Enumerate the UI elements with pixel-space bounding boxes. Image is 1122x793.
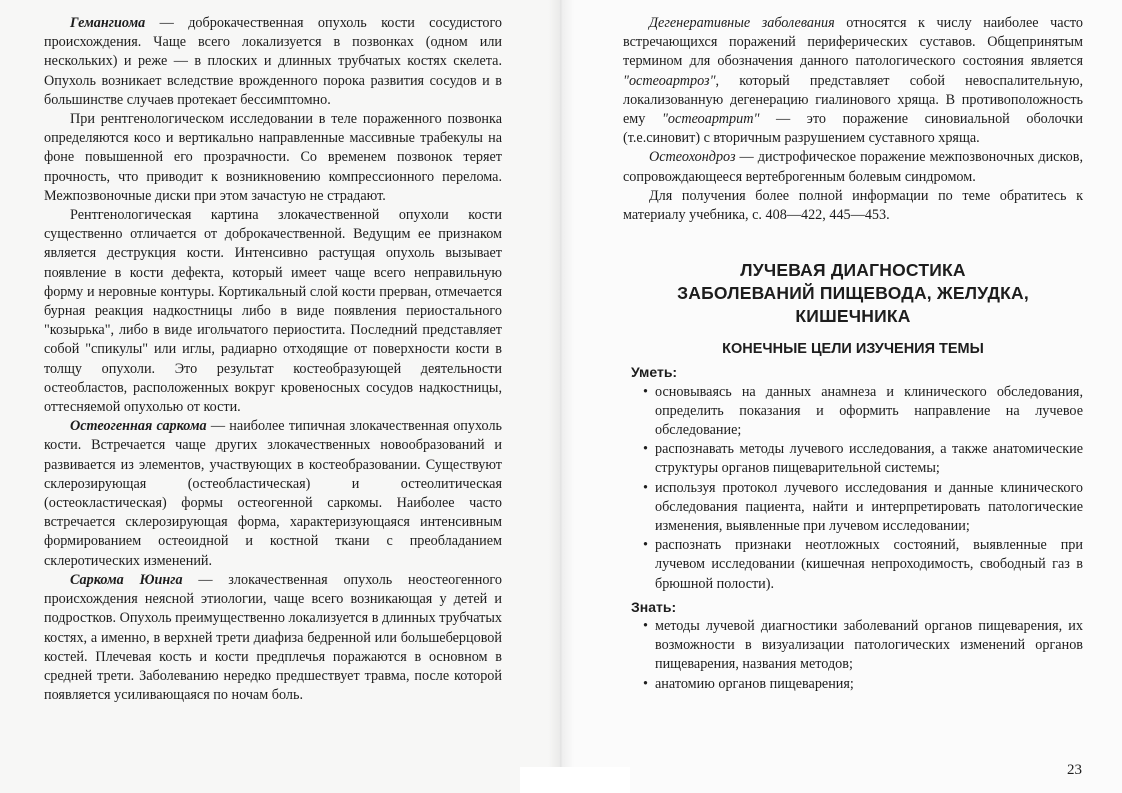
paragraph-text: — злокачественная опухоль неостеогенного происхождения неясной этиологии, чаще всего возникающая у детей и подростков. Опухоль преимущественно локализуется в длинных трубчатых костях, а именно, в верхней трети диафиза бедренной или большеберцовой костей. Плечевая кость и кости предплечья поражаются в основном в средней трети. Заболеванию нередко предшествует травма, после которой появляется усиливающаяся по ночам боль. [44, 571, 502, 704]
term-hemangioma: Гемангиома [70, 15, 146, 31]
label-umet: Уметь: [631, 364, 678, 381]
paragraph-ewing-sarcoma [44, 571, 502, 705]
paragraph-hemangioma [44, 14, 502, 110]
list-item: • используя протокол лучевого исследования и данные клинического обследования пациента, найти и интерпретировать патологические изменения, выявленные при лучевом исследовании; [645, 479, 1083, 537]
scan-edge [520, 767, 630, 793]
paragraph-textbook-reference: Для получения более полной информации по теме обратитесь к материалу учебника, с. 408—422, 445—453. [623, 187, 1083, 224]
paragraph-malignant-tumor: Рентгенологическая картина злокачественной опухоли кости существенно отличается от доброкачественной. Ведущим ее признаком является деструкция кости. Интенсивно растущая опухоль вызывает появление в кости дефекта, который имеет чаще всего неправильную форму и неровные контуры. Кортикальный слой кости прерван, отмечается бурная реакция надкостницы либо в виде появления периостального "козырька", либо в виде игольчатого периостита. Последний представляет собой "спикулы" или иглы, радиарно отходящие от поверхности кости в толщу опухоли. Это результат костеобразующей деятельности остеобластов, расположенных вокруг кровеносных сосудов надкостницы, оттесняемой опухолью от кости. [44, 207, 502, 416]
section-subtitle: КОНЕЧНЫЕ ЦЕЛИ ИЗУЧЕНИЯ ТЕМЫ [722, 341, 984, 358]
list-item: • основываясь на данных анамнеза и клинического обследования, определить показания и оформить направление на лучевое обследование; [645, 383, 1083, 441]
list-item: • анатомию органов пищеварения; [645, 675, 1083, 694]
paragraph-degenerative [623, 14, 1083, 148]
section-title-line-1: ЛУЧЕВАЯ ДИАГНОСТИКА [740, 260, 966, 281]
right-page [561, 0, 1122, 793]
list-item: • методы лучевой диагностики заболеваний органов пищеварения, их возможности в визуализации патологических изменений органов пищеварения, названия методов; [645, 617, 1083, 675]
term-osteochondrosis: Остеохондроз [649, 149, 736, 166]
left-column [44, 14, 502, 705]
term-osteoarthrosis: "остеоартроз" [623, 72, 716, 89]
term-degenerative: Дегенеративные заболевания [649, 15, 835, 31]
term-osteoarthritis: "остеоартрит" [661, 111, 760, 128]
paragraph-osteochondrosis [623, 148, 1083, 186]
term-osteosarcoma: Остеогенная саркома [70, 418, 207, 435]
right-column [623, 14, 1083, 694]
book-gutter [548, 0, 574, 793]
paragraph-text: — наиболее типичная злокачественная опухоль кости. Встречается чаще других злокачественных новообразований и развивается из элементов, участвующих в костеобразовании. Существуют склерозирующая (остеобластическая) и остеолитическая (остеокластическая) формы остеогенной саркомы. Наиболее часто встречается склерозирующая форма, характеризующаяся интенсивным формированием остеоидной и костной ткани с преобладанием склеротических изменений. [44, 418, 502, 569]
page-number: 23 [1067, 762, 1082, 778]
paragraph-text: относятся к числу наиболее часто встречающихся поражений периферических суставов. Общепринятым термином для обозначения данного патологического состояния является [623, 15, 1083, 70]
label-znat: Знать: [631, 598, 677, 615]
term-ewing-sarcoma: Саркома Юинга [70, 571, 183, 588]
paragraph-text: , который представляет собой невоспалительную, локализованную дегенерацию гиалинового хряща. В противоположность ему [623, 72, 1083, 128]
list-znat [623, 617, 1083, 694]
section-title-line-3: КИШЕЧНИКА [795, 306, 911, 327]
paragraph-text: — это поражение синовиальной оболочки (т.е.синовит) с вторичным разрушением суставного хряща. [623, 111, 1083, 147]
paragraph-text: — дистрофическое поражение межпозвоночных дисков, сопровождающееся вертеброгенным болевым синдромом. [623, 149, 1083, 185]
paragraph-xray-vertebra: При рентгенологическом исследовании в теле пораженного позвонка определяются косо и вертикально направленные массивные трабекулы на фоне повышенной его прозрачности. Со временем позвонок теряет прочность, что приводит к возникновению компрессионного перелома. Межпозвоночные диски при этом зачастую не страдают. [44, 111, 502, 204]
section-title [623, 259, 1083, 328]
paragraph-text: — доброкачественная опухоль кости сосудистого происхождения. Чаще всего локализуется в позвонках (одном или нескольких) и реже — в плоских и длинных трубчатых костях скелета. Опухоль возникает вследствие врожденного порока развития сосудов и в большинстве случаев протекает бессимптомно. [44, 15, 502, 108]
section-title-line-2: ЗАБОЛЕВАНИЙ ПИЩЕВОДА, ЖЕЛУДКА, [677, 283, 1029, 304]
list-umet [623, 383, 1083, 594]
list-item: • распознавать методы лучевого исследования, а также анатомические структуры органов пищеварительной системы; [645, 440, 1083, 478]
paragraph-osteosarcoma [44, 417, 502, 571]
list-item: • распознать признаки неотложных состояний, выявленные при лучевом исследовании (кишечная непроходимость, свободный газ в брюшной полости). [645, 536, 1083, 594]
